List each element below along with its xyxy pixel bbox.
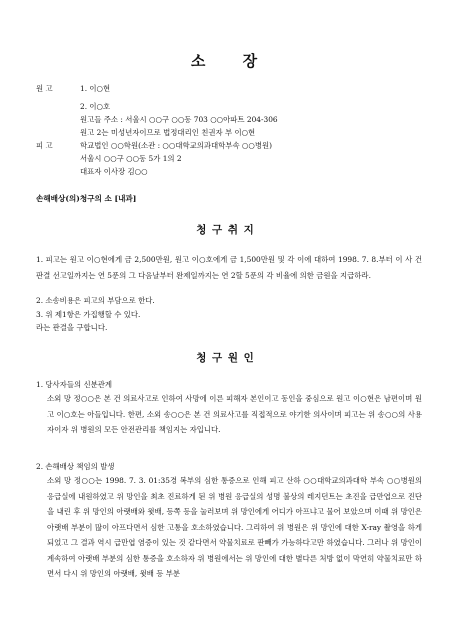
plaintiff-line: 2. 이○호 bbox=[80, 102, 111, 111]
defendant-role-label: 피 고 bbox=[36, 141, 53, 150]
cause-section-body: 소외 망 정○○은 본 건 의료사고로 인하여 사망에 이른 피해자 본인이고 동인을 중심으로 원고 이○현은 남편이며 원고 이○호는 아들입니다. 한편, 소외 송○○은 본 건 의료사고를 직접적으로 야기한 의사이며 피고는 위 송○○의 사용자이자 위 병원의 모든 안전관리를 책임지는 자입니다. bbox=[47, 394, 422, 434]
plaintiff-line: 1. 이○현 bbox=[80, 84, 111, 93]
cause-heading: 청 구 원 인 bbox=[196, 352, 254, 364]
claim-item: 3. 위 제1항은 가집행할 수 있다. bbox=[36, 310, 141, 319]
defendant-name: 학교법인 ○○학원(소관 : ○○대학교의과대학부속 ○○병원) bbox=[80, 141, 272, 150]
document-title: 소 장 bbox=[190, 52, 260, 70]
plaintiff-role-label: 원 고 bbox=[36, 84, 53, 93]
plaintiff-guardian-note: 원고 2는 미성년자이므로 법정대리인 친권자 부 이○현 bbox=[80, 128, 256, 137]
claim-item: 2. 소송비용은 피고의 부담으로 한다. bbox=[36, 296, 155, 305]
plaintiff-address: 원고들 주소 : 서울시 ○○구 ○○동 703 ○○아파트 204-306 bbox=[80, 115, 278, 124]
claim-heading: 청 구 취 지 bbox=[196, 224, 254, 236]
cause-section-body: 소외 망 정○○는 1998. 7. 3. 01:35경 복부의 심한 통증으로 인해 피고 산하 ○○대학교의과대학 부속 ○○병원의 응급실에 내원하였고 위 망인을 최초 진료하게 된 위 병원 응급실의 성명 불상의 레지던트는 초진을 급만엽으로 진단을 내린 후 위 망인의 아랫배와 윗배, 등쪽 등을 눌러보며 위 망인에게 어디가 아프냐고 물어 보았으며 이때 위 망인은 아랫배 부분이 많이 아프다면서 심한 고통을 호소하였습니다. 그리하여 위 병원은 위 망인에 대한 X-ray 촬영을 하게 되었고 그 결과 역시 급만엽 염증이 있는 것 같다면서 약물치료로 판빼가 가능하다고만 하였습니다. 그러나 위 망인이 계속하여 아랫배 부분의 심한 통증을 호소하자 위 병원에서는 위 망인에 대한 별다른 처방 없이 막연히 약물치료만 하면서 다시 위 망인의 아랫배, 윗배 등 부분 bbox=[47, 476, 422, 578]
cause-section-title: 2. 손해배상 책임의 발생 bbox=[36, 462, 115, 471]
defendant-address: 서울시 ○○구 ○○동 5가 1의 2 bbox=[80, 154, 182, 163]
claim-item: 1. 피고는 원고 이○현에게 금 2,500만원, 원고 이○호에게 금 1,500만원 및 각 이에 대하여 1998. 7. 8.부터 이 사 건 판결 선고일까지는 연 5푼의 그 다음날부터 완제일까지는 연 2할 5푼의 각 비율에 의한 금원을 지급하라. bbox=[36, 255, 422, 280]
case-subject: 손해배상(의)청구의 소 [내과] bbox=[36, 194, 137, 203]
defendant-representative: 대표자 이사장 김○○ bbox=[80, 167, 148, 176]
cause-section-title: 1. 당사자들의 신분관계 bbox=[36, 380, 113, 389]
claim-conclusion: 라는 판결을 구합니다. bbox=[36, 323, 108, 332]
